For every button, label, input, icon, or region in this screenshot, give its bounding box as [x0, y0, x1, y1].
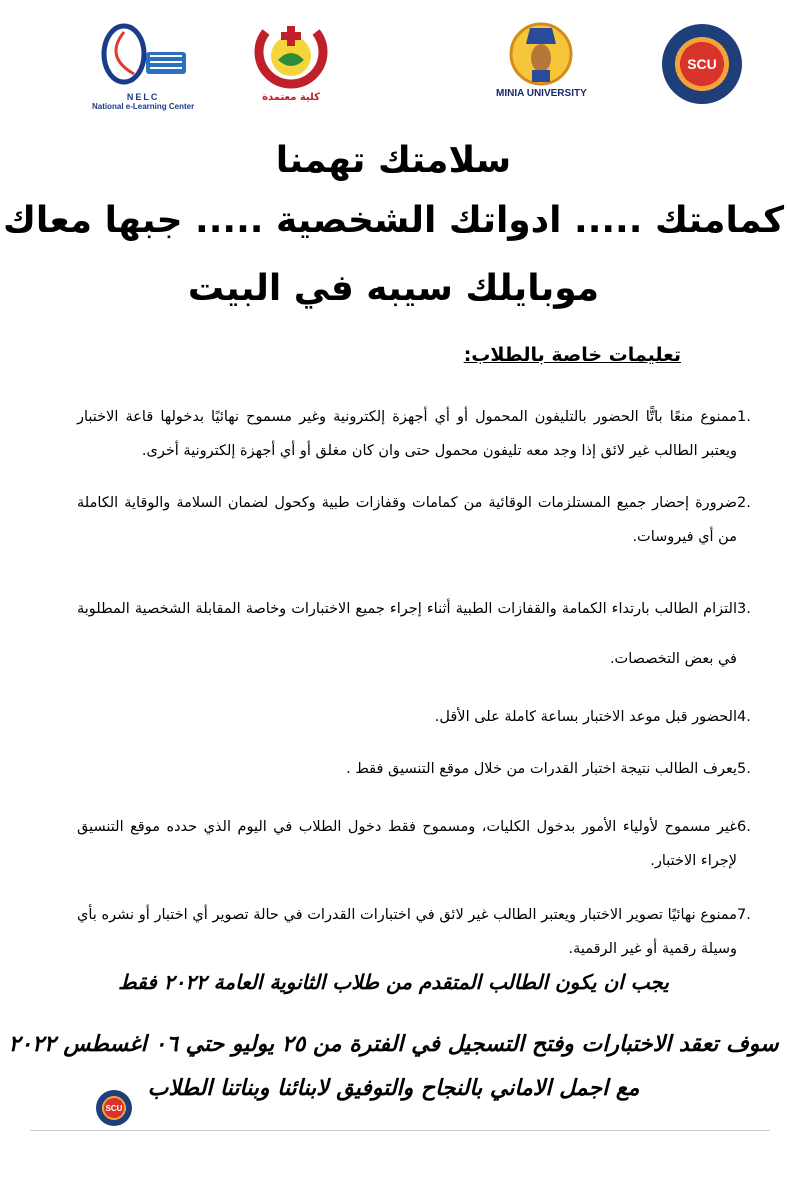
item-text: التزام الطالب بارتداء الكمامة والقفازات الطبية أثناء إجراء جميع الاختبارات وخاصة المقابلة الشخصية المطلوبة في بعض التخصصات.: [77, 601, 737, 667]
scu-label: SCU: [687, 56, 717, 72]
item-number: 6.: [737, 819, 751, 835]
item-number: 7.: [737, 907, 751, 923]
list-item: [77, 810, 751, 878]
footer-divider: [30, 1130, 770, 1131]
dates-note: سوف تعقد الاختبارات وفتح التسجيل في الفترة من ٢٥ يوليو حتي ٠٦ اغسطس ٢٠٢٢: [8, 1032, 779, 1057]
nelc-label: NELC: [126, 92, 160, 102]
headline-mask-tools: كمامتك ..... ادواتك الشخصية ..... جبها معاك: [2, 200, 785, 241]
item-text: غير مسموح لأولياء الأمور بدخول الكليات، ومسموح فقط دخول الطلاب في اليوم الذي حدده موقع التنسيق لإجراء الاختبار.: [77, 819, 737, 869]
item-number: 2.: [737, 495, 751, 511]
nefertiti-emblem-icon: [498, 14, 584, 86]
item-text: يعرف الطالب نتيجة اختبار القدرات من خلال موقع التنسيق فقط .: [346, 761, 737, 777]
scu-logo: [662, 24, 742, 104]
list-item: [77, 752, 751, 786]
item-number: 1.: [737, 409, 751, 425]
footer-scu-label: SCU: [105, 1103, 123, 1113]
nelc-caption: National e-Learning Center: [92, 102, 195, 111]
headline-safety: سلامتك تهمنا: [275, 140, 512, 181]
list-item: [77, 584, 751, 684]
list-item: [77, 486, 751, 554]
nursing-emblem-icon: [252, 20, 330, 92]
headline-mobile: موبايلك سيبه في البيت: [187, 268, 600, 309]
footer-scu-logo: [96, 1090, 132, 1126]
item-number: 5.: [737, 761, 751, 777]
item-text: ممنوع منعًا باتًّا الحضور بالتليفون المحمول أو أي أجهزة إلكترونية وغير مسموح نهائيًا بدخولها قاعة الاختبار ويعتبر الطالب غير لائق إذا وجد معه تليفون محمول حتى وان كان مغلق أو أي أجهزة إلكترونية أخرى.: [77, 409, 737, 459]
minia-caption: MINIA UNIVERSITY: [496, 88, 587, 99]
eligibility-note: يجب ان يكون الطالب المتقدم من طلاب الثانوية العامة ٢٠٢٢ فقط: [118, 970, 669, 994]
item-number: 3.: [737, 601, 751, 617]
instructions-title: تعليمات خاصة بالطلاب:: [463, 344, 681, 366]
nursing-logo: [252, 20, 330, 103]
minia-university-logo: [496, 14, 587, 99]
scu-emblem-icon: [662, 24, 742, 104]
scu-emblem-icon: [96, 1090, 132, 1126]
nelc-emblem-icon: [94, 22, 192, 92]
wishes-note: مع اجمل الاماني بالنجاح والتوفيق لابنائنا وبناتنا الطلاب: [147, 1076, 640, 1101]
list-item: [77, 400, 751, 468]
list-item: [77, 898, 751, 966]
item-text: ضرورة إحضار جميع المستلزمات الوقائية من كمامات وقفازات طبية وكحول لضمان السلامة والوقاية الكاملة من أي فيروسات.: [77, 495, 737, 545]
item-text: الحضور قبل موعد الاختبار بساعة كاملة على الأقل.: [434, 709, 737, 725]
nursing-caption: كلية معتمدة: [262, 92, 320, 103]
item-number: 4.: [737, 709, 751, 725]
list-item: [77, 700, 751, 734]
item-text: ممنوع نهائيًا تصوير الاختبار ويعتبر الطالب غير لائق في اختبارات القدرات في حالة تصوير أي اختبار أو نشره بأي وسيلة رقمية أو غير الرقمية.: [77, 907, 737, 957]
nelc-logo: [92, 22, 194, 111]
